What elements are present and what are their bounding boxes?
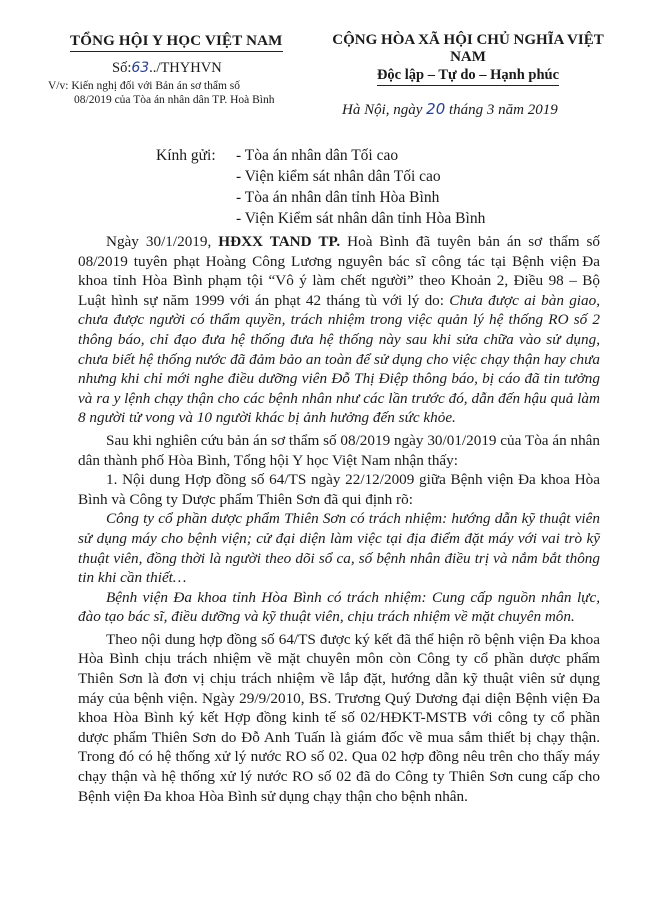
verdict-reason: Chưa được ai bàn giao, chưa được người có thẩm quyền, trách nhiệm trong việc quản lý hệ thống RO số 2 thông báo, chỉ đạo đưa hệ thống đưa hệ thống này sau khi sửa chữa vào sử dụng, chưa biết hệ thống nước đã đảm bảo an toàn để sử dụng cho việc chạy thận hay chưa nhưng khi chỉ mới nghe điều dưỡng viên Đỗ Thị Điệp thông báo, bị cáo đã tin tưởng và ra y lệnh chạy thận cho các bệnh nhân như các lần trước đó, dẫn đến hậu quả làm 8 người tử vong và 10 người khác bị ảnh hưởng đến sức khỏe. bbox=[78, 291, 600, 427]
verdict-date: Ngày 30/1/2019, bbox=[106, 233, 212, 250]
recipients-label: Kính gửi: bbox=[156, 147, 216, 164]
doc-no-prefix: Số: bbox=[112, 60, 132, 76]
paragraph-contract-analysis: Theo nội dung hợp đồng số 64/TS được ký kết đã thể hiện rõ bệnh viện Đa khoa Hòa Bình chịu trách nhiệm về mặt chuyên môn còn Công ty cổ phần dược phẩm Thiên Sơn là đơn vị chịu trách nhiệm về lắp đặt, hướng dẫn kỹ thuật viên sử dụng máy của bệnh viện. Ngày 29/9/2010, BS. Trương Quý Dương đại diện Bệnh viện Đa khoa Hòa Bình ký kết Hợp đồng kinh tế số 02/HĐKT-MSTB với công ty cổ phần dược phẩm Thiên Sơn do Đỗ Anh Tuấn là giám đốc về mua sắm thiết bị chạy thận. Trong đó có hệ thống xử lý nước RO số 02. Qua 02 hợp đồng nêu trên cho thấy máy chạy thận và hệ thống xử lý nước RO số 02 đã do Công ty Thiên Sơn cung cấp cho Bệnh viện Đa khoa Hòa Bình sử dụng chạy thận cho bệnh nhân. bbox=[78, 630, 600, 805]
recipient-item: - Viện kiểm sát nhân dân Tối cao bbox=[236, 168, 441, 185]
recipients-block bbox=[156, 145, 485, 229]
subject-line-1: V/v: Kiến nghị đối với Bản án sơ thẩm số bbox=[48, 80, 240, 92]
date-day-handwritten: 20 bbox=[426, 100, 446, 118]
paragraph-findings-intro: Sau khi nghiên cứu bản án sơ thẩm số 08/2019 ngày 30/01/2019 của Tòa án nhân dân thành phố Hòa Bình, Tổng hội Y học Việt Nam nhận thấy: bbox=[78, 431, 600, 469]
doc-no-suffix: ../THYHVN bbox=[149, 60, 222, 76]
paragraph-verdict bbox=[78, 232, 600, 428]
country-name: CỘNG HÒA XÃ HỘI CHỦ NGHĨA VIỆT NAM bbox=[332, 32, 604, 65]
recipient-item: - Tòa án nhân dân tỉnh Hòa Bình bbox=[236, 189, 440, 206]
date-prefix: Hà Nội, ngày bbox=[342, 102, 423, 118]
issuer-block bbox=[48, 32, 298, 107]
recipient-item: - Viện Kiểm sát nhân dân tỉnh Hòa Bình bbox=[236, 210, 486, 227]
verdict-text: Hoà Bình đã tuyên bản án sơ thẩm số 08/2019 tuyên phạt Hoàng Công Lương nguyên bác sĩ công tác tại Bệnh viện Đa khoa tỉnh Hòa Bình phạm tội “Vô ý làm chết người” theo Khoản 2, Điều 98 – Bộ Luật hình sự năm 1999 với án phạt 42 tháng tù với lý do: bbox=[78, 233, 601, 309]
subject-line bbox=[48, 79, 298, 107]
doc-no-handwritten: 63 bbox=[131, 60, 150, 76]
paragraph-contract: 1. Nội dung Hợp đồng số 64/TS ngày 22/12/2009 giữa Bệnh viện Đa khoa Hòa Bình và Công ty Dược phẩm Thiên Sơn đã qui định rõ: bbox=[78, 471, 600, 508]
national-motto: Độc lập – Tự do – Hạnh phúc bbox=[377, 67, 559, 86]
subject-line-2: 08/2019 của Tòa án nhân dân TP. Hoà Bình bbox=[74, 94, 275, 106]
paragraph-hospital-duty: Bệnh viện Đa khoa tỉnh Hòa Bình có trách nhiệm: Cung cấp nguồn nhân lực, đào tạo bác sĩ, điều dưỡng và kỹ thuật viên, chịu trách nhiệm về mặt chuyên môn. bbox=[78, 588, 600, 626]
document-number bbox=[112, 60, 298, 77]
organization-name: TỔNG HỘI Y HỌC VIỆT NAM bbox=[70, 33, 283, 52]
paragraph-company-duty: Công ty cổ phần dược phẩm Thiên Sơn có trách nhiệm: hướng dẫn kỹ thuật viên sử dụng máy cho bệnh viện; cử đại diện làm việc tại địa điểm đặt máy với vai trò kỹ thuật viên, đồng thời là người theo dõi sổ ca, số bệnh nhân điều trị và nắm bắt thông tin khi cần thiết… bbox=[78, 510, 600, 587]
court-name: HĐXX TAND TP. bbox=[218, 233, 341, 250]
recipient-item: - Tòa án nhân dân Tối cao bbox=[236, 147, 399, 164]
date-line bbox=[342, 100, 618, 119]
letter-body bbox=[78, 232, 600, 806]
national-heading bbox=[318, 32, 618, 119]
date-suffix: tháng 3 năm 2019 bbox=[449, 102, 558, 118]
